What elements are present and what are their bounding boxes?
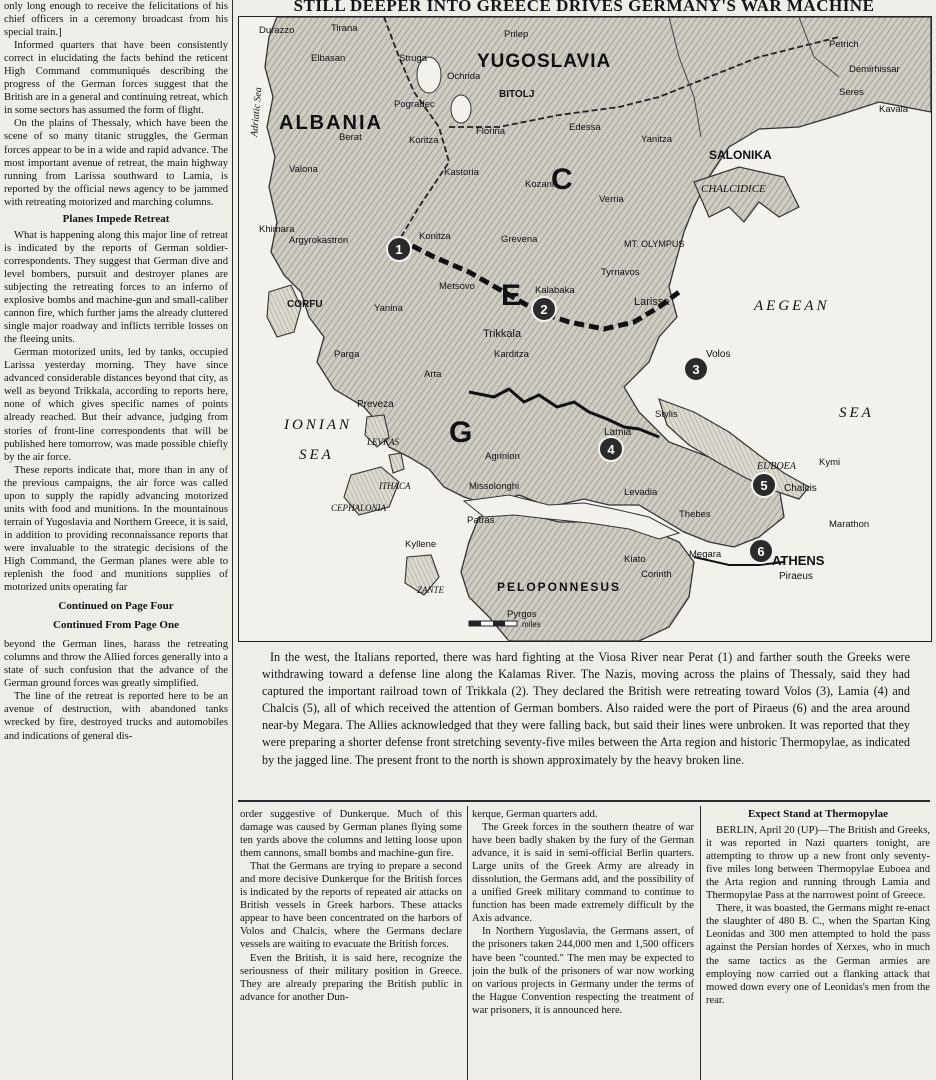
label-volos: Volos <box>706 349 731 360</box>
label-levkas: LEVKAS <box>367 437 400 447</box>
marker-6-piraeus <box>749 539 773 563</box>
label-larissa: Larissa <box>634 296 670 308</box>
label-zante: ZANTE <box>417 585 445 595</box>
left-paragraph: What is happening along this major line of retreat is indicated by the reports of German soldier-correspondents. They suggest that German dive and level bombers, pursuit and destroyer planes are subjecting the retreating forces to an inferno of explosive bombs and machine-gun and small-caliber cannon fire, which further jams the already cluttered single major roadway and inflicts terrible losses on the fleeing units. <box>4 229 228 346</box>
label-argyrokastron: Argyrokastron <box>289 235 349 246</box>
label-valona: Valona <box>289 164 318 175</box>
label-tirana: Tirana <box>331 23 358 34</box>
label-edessa: Edessa <box>569 122 601 133</box>
left-paragraph: These reports indicate that, more than in any of the previous campaigns, the air force was called upon to supply the rapidly advancing motorized units with food and munitions. In the mountainous terrain of Yugoslavia and Northern Greece, it is said, in addition to providing reconnaissance reports that were invaluable to the strategic decisions of the High Command, the German planes were able to replenish the food and munitions supplies of motorized units operating far <box>4 464 228 594</box>
label-cephalonia: CEPHALONIA <box>331 503 386 513</box>
label-olympus: MT. OLYMPUS <box>624 239 685 249</box>
label-durazzo: Durazzo <box>259 25 295 36</box>
marker-4-lamia <box>599 437 623 461</box>
label-ionian: IONIAN <box>284 417 352 433</box>
left-paragraph: only long enough to receive the felicitations of his chief officers in a ceremony broadcast from his special train.] <box>4 1 228 39</box>
label-pyrgos: Pyrgos <box>507 609 537 620</box>
map-caption <box>262 649 910 769</box>
column-rule <box>467 806 468 1080</box>
svg-text:3: 3 <box>692 362 700 377</box>
label-athens: ATHENS <box>772 553 825 568</box>
left-paragraph: The line of the retreat is reported here to be an avenue of destruction, with abandoned tanks wrecked by fire, destroyed trucks and automobiles and indications of general dis- <box>4 691 228 742</box>
col2-paragraph: That the Germans are trying to prepare a second and more decisive Dunkerque for the British forces is indicated by the reports of repeated air attacks on British vessels in Greek harbors. These attacks appear to have been concentrated on the harbors of Volos and Chalcis, where the Germans declare vessels are waiting to evacuate the British forces. <box>240 861 462 951</box>
section-rule <box>238 800 930 802</box>
label-kavala: Kavala <box>879 104 909 115</box>
label-kalabaka: Kalabaka <box>535 285 575 296</box>
label-piraeus: Piraeus <box>779 571 813 582</box>
left-paragraph: On the plains of Thessaly, which have been the scene of so many titanic struggles, the German forces appear to be in a wide and rapid advance. The most important avenue of retreat, the main highway running from Larissa southward to Lamia, is reported by the official news agency to be jammed with retreating motorized and marching columns. <box>4 118 228 208</box>
column-rule <box>700 806 701 1080</box>
svg-text:5: 5 <box>760 478 768 493</box>
map-of-greece <box>238 16 932 642</box>
label-marathon: Marathon <box>829 519 870 530</box>
label-demirhissar: Demirhissar <box>849 64 900 75</box>
column-2 <box>240 808 462 1080</box>
label-corfu: CORFU <box>287 299 323 310</box>
label-ionian-sea: SEA <box>299 447 334 463</box>
marker-2-trikkala <box>532 297 556 321</box>
label-agrinion: Agrinion <box>485 451 520 462</box>
col4-paragraph: BERLIN, April 20 (UP)—The British and Greeks, it was reported in Nazi quarters tonight, are attempting to throw up a new front only seventy-five miles long between Thermopylae Euboea and the Arta region and running through Lamia and Thermopylae Pass at the narrowest point of Greece. <box>706 825 930 902</box>
label-kymi: Kymi <box>819 457 841 468</box>
label-konitza: Konitza <box>419 231 451 242</box>
left-subhead: Planes Impede Retreat <box>62 212 170 225</box>
label-patras: Patras <box>467 515 495 526</box>
col2-paragraph: Even the British, it is said here, recognize the seriousness of their military position in Greece. They are already preparing the British public in advance for another Dun- <box>240 952 462 1003</box>
label-koritza: Koritza <box>409 135 439 146</box>
label-bitolj: BITOLJ <box>499 89 535 100</box>
col3-paragraph: The Greek forces in the southern theatre of war have been badly shaken by the fury of the German advance, it is said in semi-official Berlin quarters. Large units of the Greek Army are already in dissolution, the Germans add, and the possibility of a unified Greek military command to continue to function has been made extremely difficult by the Axis advance. <box>472 822 694 925</box>
label-lamia: Lamia <box>604 427 632 438</box>
label-kiato: Kiato <box>624 554 646 565</box>
label-euboea: EUBOEA <box>757 461 796 472</box>
label-levadia: Levadia <box>624 487 658 498</box>
label-adriatic: Adriatic Sea <box>249 86 265 138</box>
label-ochrida: Ochrida <box>447 71 481 82</box>
label-chalcis: Chalcis <box>784 483 817 494</box>
lake-prespa <box>451 95 471 123</box>
label-chalcidice: CHALCIDICE <box>701 183 766 195</box>
label-corinth: Corinth <box>641 569 672 580</box>
column-3 <box>472 808 694 1080</box>
column-4 <box>706 808 930 1080</box>
label-albania: ALBANIA <box>279 112 383 134</box>
label-petrich: Petrich <box>829 39 859 50</box>
left-paragraph: beyond the German lines, harass the retreating columns and throw the Allied forces generally into a state of such confusion that the advance of the German ground forces was greatly simplified. <box>4 639 228 690</box>
label-salonika: SALONIKA <box>709 148 772 162</box>
label-yugoslavia: YUGOSLAVIA <box>477 51 612 72</box>
label-yanitza: Yanitza <box>641 134 672 145</box>
label-berat: Berat <box>339 132 362 143</box>
caption-text: In the west, the Italians reported, there was hard fighting at the Viosa River near Perat (1) and farther south the Greeks were withdrawing toward a defense line along the Kalamas River. The Nazis, moving across the plains of Thessaly, said they had captured the important railroad town of Trikkala (2). They declared the British were retreating toward Volos (3), Lamia (4) and Chalcis (5), all of which received the attention of German bombers. Also raided were the port of Piraeus (6) and the area around near-by Megara. The Allies acknowledged that they were falling back, but said their lines were unbroken. It was reported that they were preparing a shorter defense front stretching seventy-five miles between the Arta region and historic Thermopylae, as indicated by the jagged line. The present front to the north is shown approximately by the heavy broken line. <box>262 650 910 767</box>
label-pogradec: Pogradec <box>394 99 435 110</box>
label-greece-g: G <box>449 416 473 449</box>
marker-1-perat <box>387 237 411 261</box>
label-karditza: Karditza <box>494 349 529 360</box>
label-missolonghi: Missolonghi <box>469 481 520 492</box>
scale-label: miles <box>522 620 541 629</box>
label-tyrnavos: Tyrnavos <box>601 267 640 278</box>
headline: STILL DEEPER INTO GREECE DRIVES GERMANY'S WAR MACHINE <box>293 0 875 15</box>
left-paragraph: German motorized units, led by tanks, occupied Larissa yesterday morning. They have since advanced considerable distances beyond that city, as well as beyond Trikkala, according to reports here, none of which gives specific names of points already reached. But their advance, judging from stories of front-line correspondents that will be published here tomorrow, was made possible chiefly by the air force. <box>4 347 228 463</box>
label-megara: Megara <box>689 549 722 560</box>
label-kastoria: Kastoria <box>444 167 479 178</box>
svg-text:6: 6 <box>757 544 765 559</box>
svg-text:2: 2 <box>540 302 548 317</box>
col4-paragraph: There, it was boasted, the Germans might re-enact the slaughter of 480 B. C., when the Spartan King Leonidas and 300 men attempted to hold the pass against the Persian hordes of Xerxes, who in much the same tactics as the German armies are employing now carried out a flanking attack that mowed down every one of Leonidas's men from the rear. <box>706 903 930 1006</box>
label-seres: Seres <box>839 87 864 98</box>
column-rule <box>232 0 233 1080</box>
label-parga: Parga <box>334 349 360 360</box>
left-column <box>4 0 228 1080</box>
label-stylis: Stylis <box>655 409 678 420</box>
marker-3-volos <box>684 357 708 381</box>
label-thebes: Thebes <box>679 509 711 520</box>
continued-on-label: Continued on Page Four <box>58 600 174 613</box>
label-trikkala: Trikkala <box>483 328 522 340</box>
label-greece-e: E <box>501 279 522 312</box>
label-grevena: Grevena <box>501 234 538 245</box>
label-verria: Verria <box>599 194 624 205</box>
label-aegean: AEGEAN <box>754 298 830 314</box>
col4-subhead: Expect Stand at Thermopylae <box>747 808 889 820</box>
svg-text:4: 4 <box>607 442 615 457</box>
label-struga: Struga <box>399 53 427 64</box>
continued-from-label: Continued From Page One <box>53 619 179 632</box>
label-kozani: Kozani <box>525 179 555 190</box>
col3-paragraph: In Northern Yugoslavia, the Germans assert, of the prisoners taken 244,000 men and 1,500 officers have been "counted." The men may be expected to join the bulk of the prisoners of war now working on various projects in Germany under the terms of the Hague Convention respecting the treatment of war prisoners, it is announced here. <box>472 926 694 1016</box>
label-aegean-sea: SEA <box>839 405 874 421</box>
label-kyllene: Kyllene <box>405 539 437 550</box>
label-peloponnesus: PELOPONNESUS <box>497 580 622 594</box>
col2-paragraph: order suggestive of Dunkerque. Much of this damage was caused by German planes flying some ten yards above the columns and letting loose upon them cannons, small bombs and machine-gun fire. <box>240 809 462 860</box>
label-florina: Florina <box>476 126 506 137</box>
label-preveza: Preveza <box>357 399 394 410</box>
left-paragraph: Informed quarters that have been consistently correct in elucidating the facts behind the reticent High Command communiqués describing the progress of the German forces suggest that the British are in a general and continuing retreat, which in some sectors has assumed the form of flight. <box>4 40 228 117</box>
label-khimara: Khimara <box>259 224 295 235</box>
label-metsovo: Metsovo <box>439 281 475 292</box>
col3-paragraph: kerque, German quarters add. <box>472 809 598 820</box>
label-ithaca: ITHACA <box>379 481 411 491</box>
label-elbasan: Elbasan <box>311 53 346 64</box>
label-arta: Arta <box>424 369 442 380</box>
marker-5-chalcis <box>752 473 776 497</box>
label-greece-c: C <box>551 163 573 196</box>
svg-text:1: 1 <box>395 242 403 257</box>
label-prilep: Prilep <box>504 29 529 40</box>
label-yanina: Yanina <box>374 303 403 314</box>
